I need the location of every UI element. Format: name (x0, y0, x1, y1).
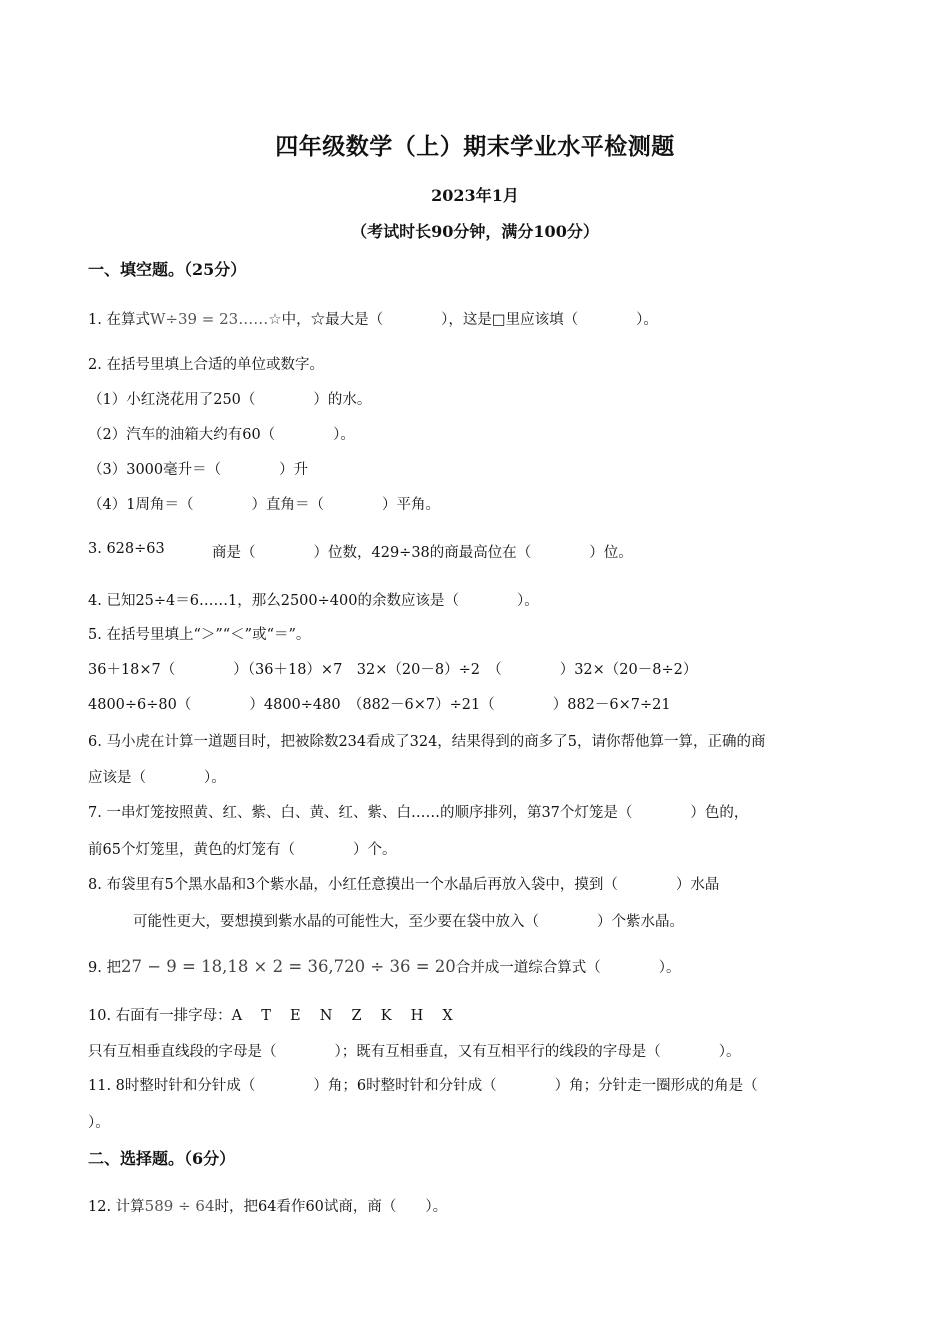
question-3-b: 商是（ ）位数，429÷38的商最高位在（ ）位。 (212, 545, 633, 561)
question-11-line-2: ）。 (88, 1115, 110, 1131)
question-1-formula: W÷39 = 23……☆ (149, 310, 282, 328)
question-12-formula: 589 ÷ 64 (144, 1197, 215, 1215)
question-9 (88, 956, 681, 977)
question-9-formula: 27 − 9 = 18,18 × 2 = 36,720 ÷ 36 = 20 (120, 957, 456, 976)
question-5-row-1: 36＋18×7（ ）（36＋18）×7 32×（20－8）÷2 （ ）32×（20－8÷2） (88, 662, 698, 678)
question-1-suffix: 中，☆最大是（ ），这是□里应该填（ ）。 (281, 312, 658, 328)
question-9-prefix: 9. 把 (88, 960, 121, 976)
question-1-prefix: 1. 在算式 (88, 312, 150, 328)
question-2-stem: 2. 在括号里填上合适的单位或数字。 (88, 357, 324, 373)
question-11-line-1: 11. 8时整时针和分针成（ ）角；6时整时针和分针成（ ）角；分针走一圈形成的角是（ (88, 1078, 758, 1094)
question-5-row-2: 4800÷6÷80（ ）4800÷480 （882－6×7）÷21（ ）882－6×7÷21 (88, 697, 671, 713)
section-heading-multiple-choice: 二、选择题。（6分） (88, 1149, 236, 1168)
exam-note: （考试时长90分钟，满分100分） (351, 222, 599, 241)
question-2-part-1: （1）小红浇花用了250（ ）的水。 (88, 392, 372, 408)
question-2-part-4: （4）1周角＝（ ）直角＝（ ）平角。 (88, 497, 440, 513)
section-heading-fill-blank: 一、填空题。（25分） (88, 260, 247, 279)
question-6-line-2: 应该是（ ）。 (88, 770, 226, 786)
question-12 (88, 1195, 447, 1216)
question-8-line-1: 8. 布袋里有5个黑水晶和3个紫水晶，小红任意摸出一个水晶后再放入袋中，摸到（ ）水晶 (88, 877, 720, 893)
question-6-line-1: 6. 马小虎在计算一道题目时，把被除数234看成了324，结果得到的商多了5，请你帮他算一算，正确的商 (88, 734, 766, 750)
question-9-suffix: 合并成一道综合算式（ ）。 (455, 960, 681, 976)
question-7-line-1: 7. 一串灯笼按照黄、红、紫、白、黄、红、紫、白……的顺序排列，第37个灯笼是（ ）色的， (88, 805, 749, 821)
question-4: 4. 已知25÷4＝6……1，那么2500÷400的余数应该是（ ）。 (88, 593, 539, 609)
question-8-line-2: 可能性更大，要想摸到紫水晶的可能性大，至少要在袋中放入（ ）个紫水晶。 (133, 914, 684, 930)
question-12-suffix: 时，把64看作60试商，商（ ）。 (214, 1199, 448, 1215)
question-1 (88, 308, 658, 329)
question-10-line-2: 只有互相垂直线段的字母是（ ）；既有互相垂直，又有互相平行的线段的字母是（ ）。 (88, 1044, 741, 1060)
question-2-part-3: （3）3000毫升＝（ ）升 (88, 462, 309, 478)
exam-date: 2023年1月 (431, 186, 519, 205)
question-2-part-2: （2）汽车的油箱大约有60（ ）。 (88, 427, 355, 443)
question-3-a: 3. 628÷63 (88, 541, 165, 557)
page-title: 四年级数学（上）期末学业水平检测题 (275, 133, 675, 160)
question-10-line-1: 10. 右面有一排字母：A T E N Z K H X (88, 1008, 453, 1024)
question-7-line-2: 前65个灯笼里，黄色的灯笼有（ ）个。 (88, 842, 397, 858)
question-5-stem: 5. 在括号里填上“＞”“＜”或“＝”。 (88, 627, 311, 643)
question-12-prefix: 12. 计算 (88, 1199, 145, 1215)
